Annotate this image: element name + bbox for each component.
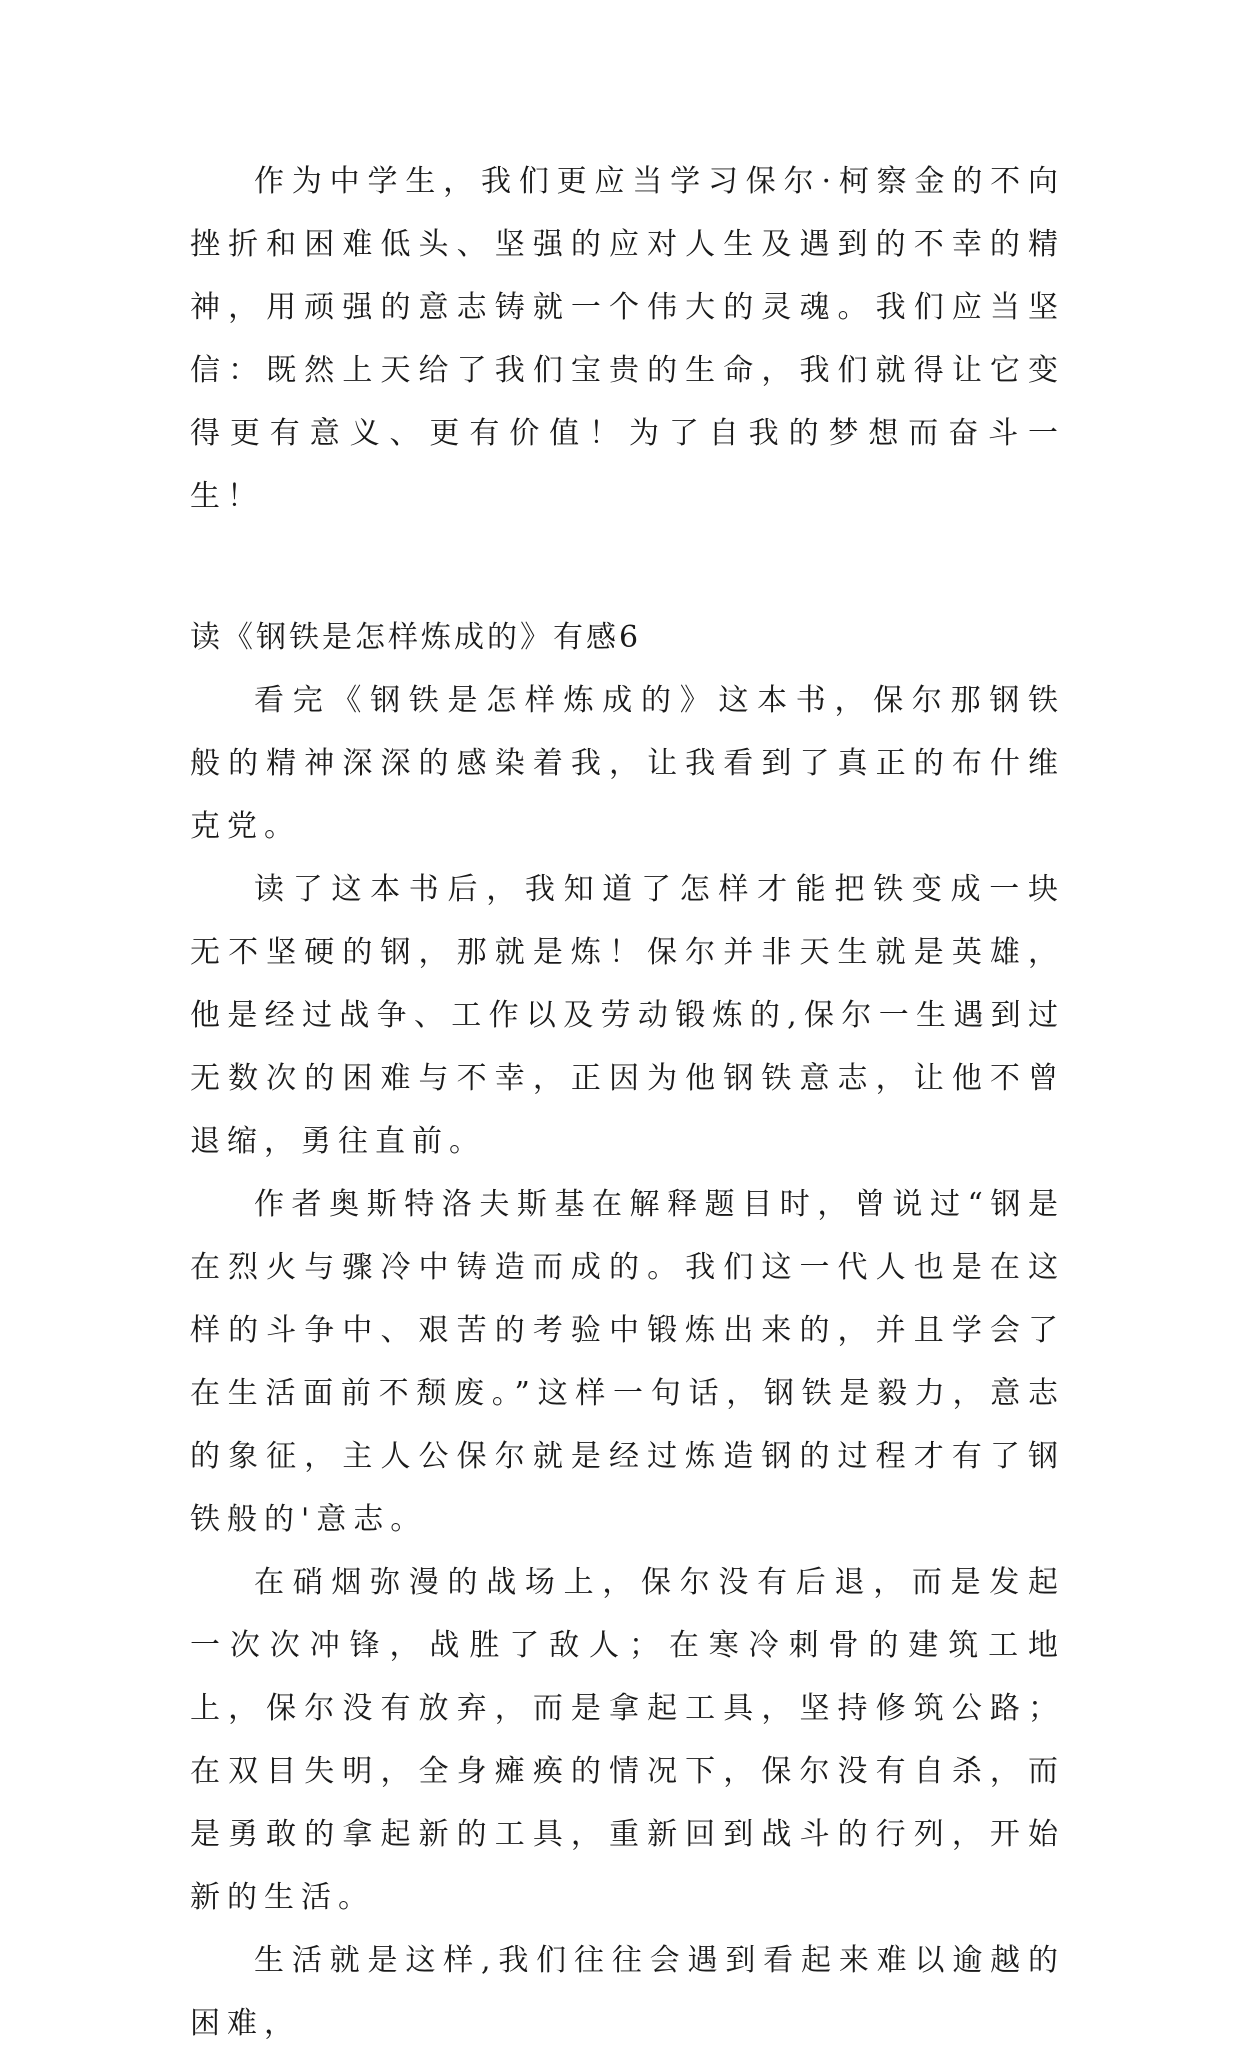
document-page (190, 150, 1065, 2055)
body-paragraph-4: 在硝烟弥漫的战场上，保尔没有后退，而是发起一次次冲锋，战胜了敌人；在寒冷刺骨的建筑工地上，保尔没有放弃，而是拿起工具，坚持修筑公路；在双目失明，全身瘫痪的情况下，保尔没有自杀，而是勇敢的拿起新的工具，重新回到战斗的行列，开始新的生活。 (190, 1565, 1065, 1915)
section-gap (190, 528, 1065, 606)
body-paragraph-2: 读了这本书后，我知道了怎样才能把铁变成一块无不坚硬的钢，那就是炼！保尔并非天生就是英雄，他是经过战争、工作以及劳动锻炼的,保尔一生遇到过无数次的困难与不幸，正因为他钢铁意志，让他不曾退缩，勇往直前。 (190, 872, 1065, 1159)
body-paragraph-5: 生活就是这样,我们往往会遇到看起来难以逾越的困难， (190, 1943, 1065, 2041)
body-paragraph-3: 作者奥斯特洛夫斯基在解释题目时，曾说过“钢是在烈火与骤冷中铸造而成的。我们这一代人也是在这样的斗争中、艰苦的考验中锻炼出来的，并且学会了在生活面前不颓废。”这样一句话，钢铁是毅力，意志的象征，主人公保尔就是经过炼造钢的过程才有了钢铁般的'意志。 (190, 1187, 1065, 1537)
section-title: 读《钢铁是怎样炼成的》有感6 (190, 620, 642, 655)
body-paragraph-1: 看完《钢铁是怎样炼成的》这本书，保尔那钢铁般的精神深深的感染着我，让我看到了真正的布什维克党。 (190, 683, 1065, 844)
intro-paragraph: 作为中学生，我们更应当学习保尔·柯察金的不向挫折和困难低头、坚强的应对人生及遇到的不幸的精神，用顽强的意志铸就一个伟大的灵魂。我们应当坚信：既然上天给了我们宝贵的生命，我们就得让它变得更有意义、更有价值！为了自我的梦想而奋斗一生！ (190, 164, 1065, 514)
